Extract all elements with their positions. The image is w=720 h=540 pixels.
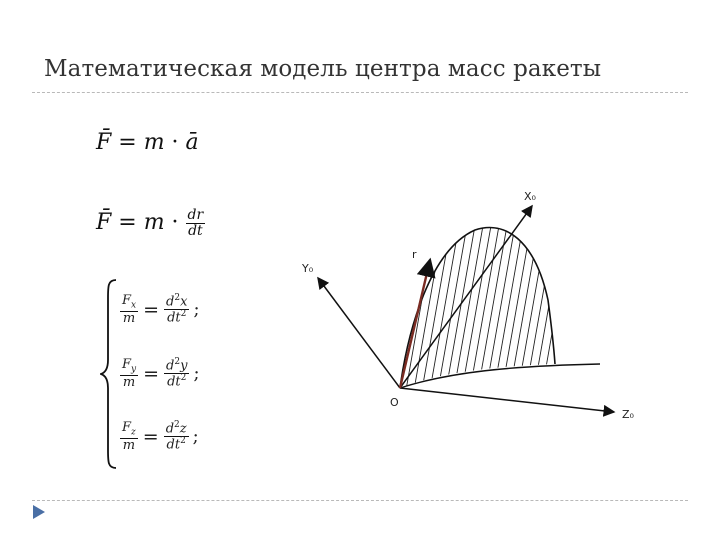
trajectory-arc (400, 228, 555, 388)
slide-bullet-icon (32, 504, 46, 520)
title-divider (32, 92, 688, 93)
x-axis-label: X₀ (524, 190, 536, 203)
equation-newton: F̄ = m · ā (96, 130, 199, 155)
left-brace (100, 278, 118, 470)
x-axis-line (400, 206, 532, 388)
y-axis-label: Y₀ (302, 262, 314, 275)
z-axis-line (400, 388, 614, 412)
origin-label: O (390, 396, 399, 409)
equation-y: $\frac{F_y}{m}$ = $\frac{d^2y}{dt^2}$ ; (122, 357, 200, 391)
equation-z: $\frac{F_z}{m}$ = $\frac{d^2z}{dt^2}$ ; (122, 420, 199, 454)
equation-derivative: F̄ = m · $\frac{dr}{dt}$ (96, 207, 204, 239)
trajectory-diagram (290, 180, 650, 430)
footer-divider (32, 500, 688, 501)
radius-label: r (412, 248, 417, 261)
z-axis-label: Z₀ (622, 408, 634, 421)
ground-curve (400, 364, 600, 388)
slide-title: Математическая модель центра масс ракеты (44, 56, 602, 82)
y-axis-line (318, 278, 400, 388)
equation-system (100, 278, 250, 470)
equation-x: $\frac{F_x}{m}$ = $\frac{d^2x}{dt^2}$ ; (122, 293, 200, 327)
